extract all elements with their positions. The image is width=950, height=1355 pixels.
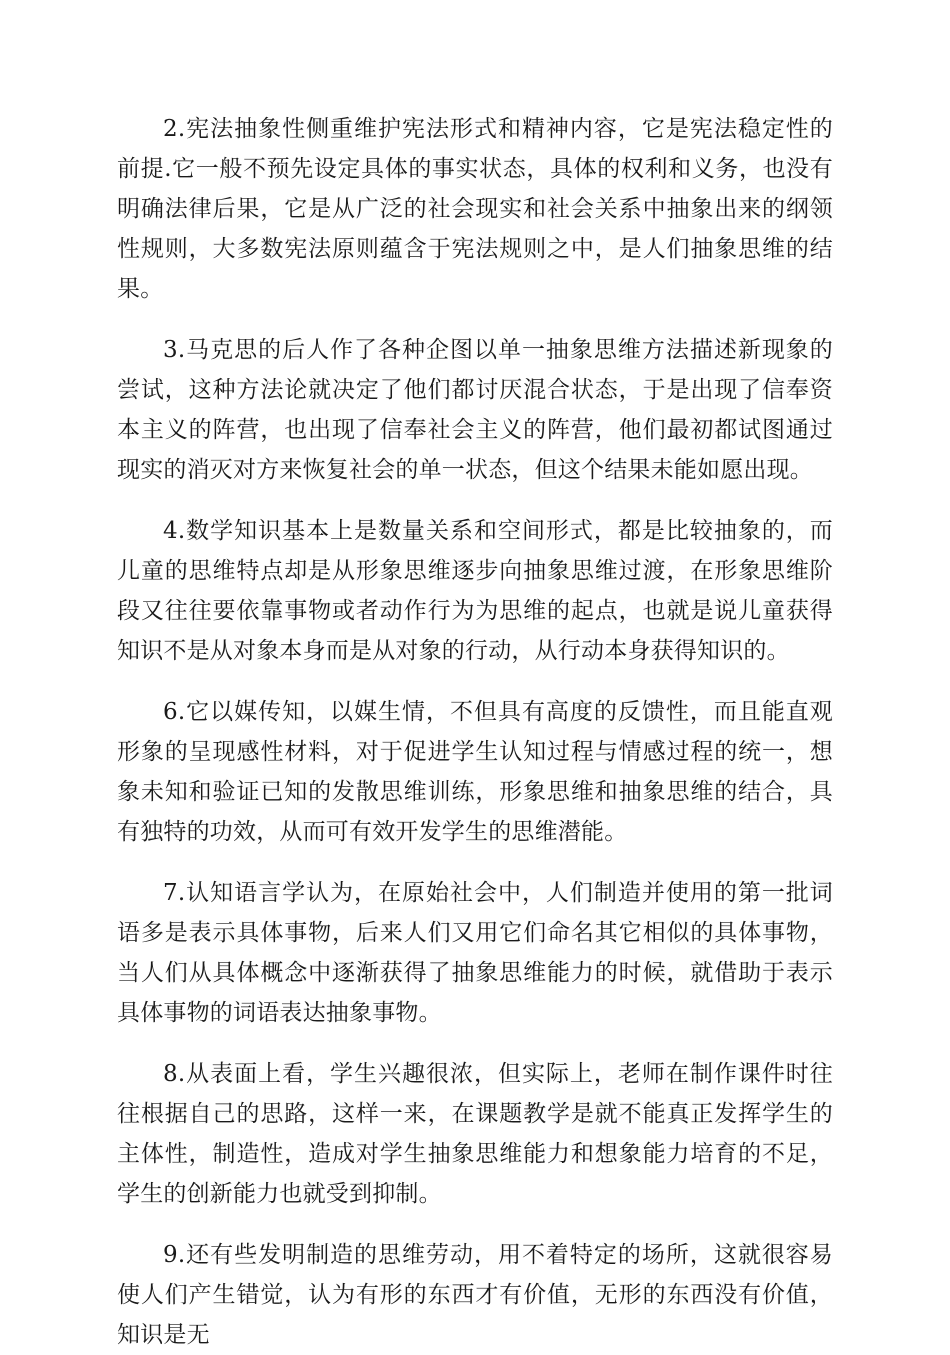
paragraph-8: 8.从表面上看，学生兴趣很浓，但实际上，老师在制作课件时往往根据自己的思路，这样一来，在课题教学是就不能真正发挥学生的主体性，制造性，造成对学生抽象思维能力和想象能力培育的不足，学生的创新能力也就受到抑制。: [117, 1061, 833, 1207]
paragraph-7: 7.认知语言学认为，在原始社会中，人们制造并使用的第一批词语多是表示具体事物，后来人们又用它们命名其它相似的具体事物，当人们从具体概念中逐渐获得了抽象思维能力的时候，就借助于表示具体事物的词语表达抽象事物。: [117, 880, 833, 1026]
paragraph-3: 3.马克思的后人作了各种企图以单一抽象思维方法描述新现象的尝试，这种方法论就决定了他们都讨厌混合状态，于是出现了信奉资本主义的阵营，也出现了信奉社会主义的阵营，他们最初都试图通过现实的消灭对方来恢复社会的单一状态，但这个结果未能如愿出现。: [117, 337, 833, 483]
paragraph-2: 2.宪法抽象性侧重维护宪法形式和精神内容，它是宪法稳定性的前提.它一般不预先设定具体的事实状态，具体的权利和义务，也没有明确法律后果，它是从广泛的社会现实和社会关系中抽象出来的纲领性规则，大多数宪法原则蕴含于宪法规则之中，是人们抽象思维的结果。: [117, 116, 833, 302]
paragraph-6: 6.它以媒传知，以媒生情，不但具有高度的反馈性，而且能直观形象的呈现感性材料，对于促进学生认知过程与情感过程的统一，想象未知和验证已知的发散思维训练，形象思维和抽象思维的结合，具有独特的功效，从而可有效开发学生的思维潜能。: [117, 699, 833, 845]
paragraph-9: 9.还有些发明制造的思维劳动，用不着特定的场所，这就很容易使人们产生错觉，认为有形的东西才有价值，无形的东西没有价值，知识是无: [117, 1242, 833, 1348]
paragraph-4: 4.数学知识基本上是数量关系和空间形式，都是比较抽象的，而儿童的思维特点却是从形象思维逐步向抽象思维过渡，在形象思维阶段又往往要依靠事物或者动作行为为思维的起点，也就是说儿童获得知识不是从对象本身而是从对象的行动，从行动本身获得知识的。: [117, 518, 833, 664]
